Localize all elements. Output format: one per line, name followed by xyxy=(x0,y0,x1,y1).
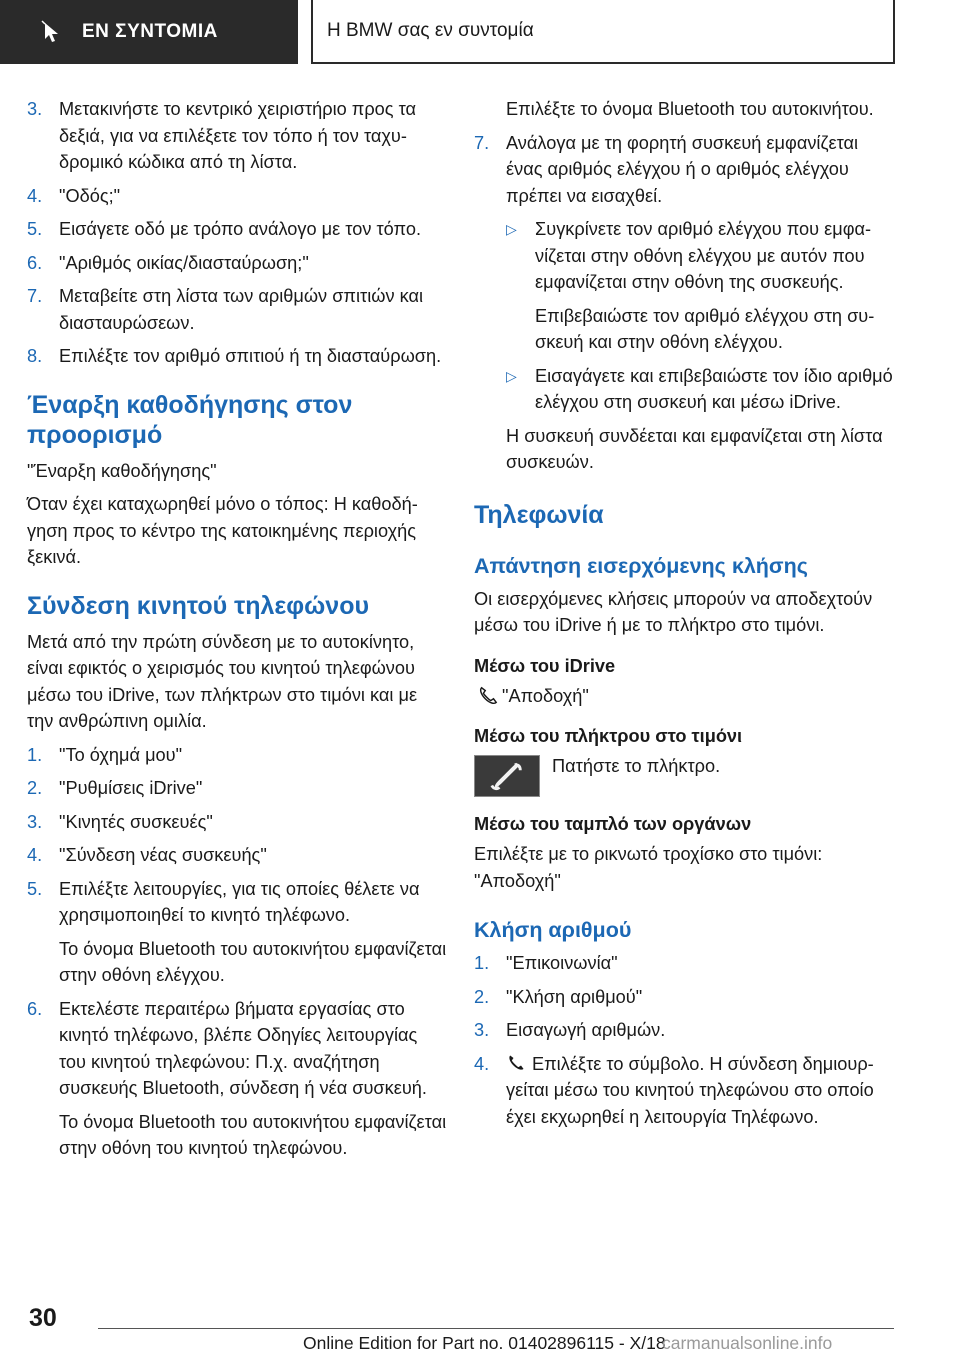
list-item xyxy=(27,742,447,769)
list-item xyxy=(474,950,894,977)
footer-edition: Online Edition for Part no. 01402896115 - X/18 xyxy=(303,1333,666,1353)
step-number: 7. xyxy=(27,286,43,306)
step-number: 4. xyxy=(27,845,43,865)
paragraph: Οι εισερχόμενες κλήσεις μπορούν να αποδεχτούν μέσω του iDrive ή με το πλήκτρο στο τιμόνι. xyxy=(474,588,873,635)
step-note: Το όνομα Bluetooth του αυτοκινήτου εμφανίζεται στην οθόνη του κινητού τηλεφώνου. xyxy=(59,1111,447,1158)
heading-start-guidance: Έναρξη καθοδήγησης στον προορισμό xyxy=(27,390,353,449)
step-text: "Κλήση αριθμού" xyxy=(506,986,643,1007)
step-number: 5. xyxy=(27,878,43,899)
arrow-pointer-icon xyxy=(38,17,68,47)
section-tab[interactable] xyxy=(0,0,298,64)
address-steps-list xyxy=(27,96,447,370)
bullet-item xyxy=(506,363,894,416)
section-tab-label: ΕΝ ΣΥΝΤΟΜΙΑ xyxy=(82,21,218,42)
heading-answer-call: Απάντηση εισερχόμενης κλήσης xyxy=(474,553,808,578)
phone-handset-icon xyxy=(474,685,502,707)
step-number: 2. xyxy=(474,986,490,1007)
step-note: Η συσκευή συνδέεται και εμφανίζεται στη λίστα συσκευών. xyxy=(506,425,883,472)
right-column xyxy=(474,96,894,1137)
list-item xyxy=(27,96,447,176)
step-text: "Κινητές συσκευές" xyxy=(59,811,213,832)
step-number: 3. xyxy=(27,99,43,119)
accept-option xyxy=(474,683,894,710)
step-text: Επιλέξτε το σύμβολο. Η σύνδεση δημιουργείται μέσω του κινητού τηλεφώνου στο οποίο έχει εκχωρηθεί η λειτουργία Τηλέφωνο. xyxy=(506,1053,874,1127)
bullet-text: Συγκρίνετε τον αριθμό ελέγχου που εμφανίζεται στην οθόνη ελέγχου με αυτόν που εμφανίζεται στην οθόνη της συσκευής. xyxy=(535,219,872,292)
bullet-triangle-icon: ▷ xyxy=(506,367,517,384)
list-item xyxy=(27,809,447,836)
list-item xyxy=(27,250,447,277)
bullet-note: Επιβεβαιώστε τον αριθμό ελέγχου στη συσκευή και στην οθόνη ελέγχου. xyxy=(535,305,875,352)
step-text: "Το όχημά μου" xyxy=(59,744,183,765)
step-note: Επιλέξτε το όνομα Bluetooth του αυτοκινήτου. xyxy=(506,99,874,119)
step-number: 7. xyxy=(474,132,490,153)
page-number: 30 xyxy=(29,1304,57,1332)
heading-via-instrument-cluster: Μέσω του ταμπλό των οργάνων xyxy=(474,814,752,834)
list-item xyxy=(27,842,447,869)
list-item xyxy=(27,216,447,243)
step-number: 4. xyxy=(27,185,43,206)
step-number: 5. xyxy=(27,219,43,239)
list-item xyxy=(474,130,894,210)
list-item xyxy=(27,183,447,210)
list-item xyxy=(27,343,447,370)
step-text: "Ρυθμίσεις iDrive" xyxy=(59,778,203,798)
step-number: 1. xyxy=(27,744,43,765)
paragraph: Όταν έχει καταχωρηθεί μόνο ο τόπος: Η καθοδήγηση προς το κέντρο της κατοικημένης περιοχής ξεκινά. xyxy=(27,494,418,567)
step-text: "Σύνδεση νέας συσκευής" xyxy=(59,845,267,865)
footer-divider xyxy=(98,1328,894,1329)
left-column xyxy=(27,96,447,1169)
phone-handset-icon xyxy=(506,1053,526,1073)
bullet-item xyxy=(506,216,894,296)
step-text: Μετακινήστε το κεντρικό χειριστήριο προς τα δεξιά, για να επιλέξετε τον τόπο ή τον ταχυδρομικό κώδικα από τη λίστα. xyxy=(59,99,417,172)
heading-via-idrive: Μέσω του iDrive xyxy=(474,655,616,676)
step-text: Επιλέξτε τον αριθμό σπιτιού ή τη διασταύρωση. xyxy=(59,346,442,366)
step-text: "Επικοινωνία" xyxy=(506,953,618,973)
paragraph: Επιλέξτε με το ρικνωτό τροχίσκο στο τιμόνι: xyxy=(474,844,823,864)
step-number: 6. xyxy=(27,252,43,273)
steering-key-option xyxy=(474,753,894,797)
step-number: 3. xyxy=(27,811,43,832)
step-number: 2. xyxy=(27,778,43,798)
step-note: Το όνομα Bluetooth του αυτοκινήτου εμφανίζεται στην οθόνη ελέγχου. xyxy=(59,938,447,985)
step-text: Εκτελέστε περαιτέρω βήματα εργασίας στο κινητό τηλέφωνο, βλέπε Οδηγίες λειτουργίας του κινητού τηλεφώνου: Π.χ. αναζήτηση συσκευής Bluetooth, σύνδεση ή νέα συσκευή. xyxy=(59,998,427,1098)
bullet-triangle-icon: ▷ xyxy=(506,221,517,237)
step-text: Ανάλογα με τη φορητή συσκευή εμφανίζεται ένας αριθμός ελέγχου ή ο αριθμός ελέγχου πρέπει να εισαχθεί. xyxy=(506,132,859,206)
press-key-text: Πατήστε το πλήκτρο. xyxy=(552,756,721,776)
step-text-wrap xyxy=(506,1051,894,1131)
accept-label: "Αποδοχή" xyxy=(502,685,589,706)
step-text: Εισαγωγή αριθμών. xyxy=(506,1020,666,1040)
list-item xyxy=(474,984,894,1011)
paragraph: "Αποδοχή" xyxy=(474,870,561,891)
list-item xyxy=(27,996,447,1102)
step-number: 3. xyxy=(474,1020,490,1040)
step-number: 6. xyxy=(27,998,43,1019)
step-number: 8. xyxy=(27,346,43,366)
heading-via-steering-key: Μέσω του πλήκτρου στο τιμόνι xyxy=(474,726,743,746)
list-item xyxy=(474,1051,894,1131)
heading-connect-phone: Σύνδεση κινητού τηλεφώνου xyxy=(27,591,370,620)
step-text: Μεταβείτε στη λίστα των αριθμών σπιτιών και διασταυρώσεων. xyxy=(59,286,424,333)
list-item xyxy=(474,1017,894,1044)
step-text: Επιλέξτε λειτουργίες, για τις οποίες θέλετε να χρησιμοποιηθεί το κινητό τηλέφωνο. xyxy=(59,878,420,925)
heading-telephony: Τηλεφωνία xyxy=(474,500,604,529)
step-text: "Οδός;" xyxy=(59,185,121,206)
step-text: Εισάγετε οδό με τρόπο ανάλογο με τον τόπο. xyxy=(59,219,421,239)
watermark: carmanualsonline.info xyxy=(662,1333,833,1353)
step-number: 1. xyxy=(474,953,490,973)
bullet-text: Εισαγάγετε και επιβεβαιώστε τον ίδιο αριθμό ελέγχου στη συσκευή και μέσω iDrive. xyxy=(535,365,893,412)
list-item xyxy=(27,876,447,929)
paragraph: Μετά από την πρώτη σύνδεση με το αυτοκίνητο, είναι εφικτός ο χειρισμός του κινητού τηλεφώνου μέσω του iDrive, των πλήκτρων στο τιμόνι και με την ανθρώπινη ομιλία. xyxy=(27,631,418,731)
steering-wheel-phone-key-image xyxy=(474,755,540,797)
list-item xyxy=(27,283,447,336)
paragraph: "Έναρξη καθοδήγησης" xyxy=(27,460,217,481)
list-item xyxy=(27,775,447,802)
step-text: "Αριθμός οικίας/διασταύρωση;" xyxy=(59,252,309,273)
chapter-title: Η BMW σας εν συντομία xyxy=(311,0,895,64)
step-number: 4. xyxy=(474,1053,490,1074)
heading-dial-number: Κλήση αριθμού xyxy=(474,918,632,942)
phone-key-icon xyxy=(476,757,538,795)
